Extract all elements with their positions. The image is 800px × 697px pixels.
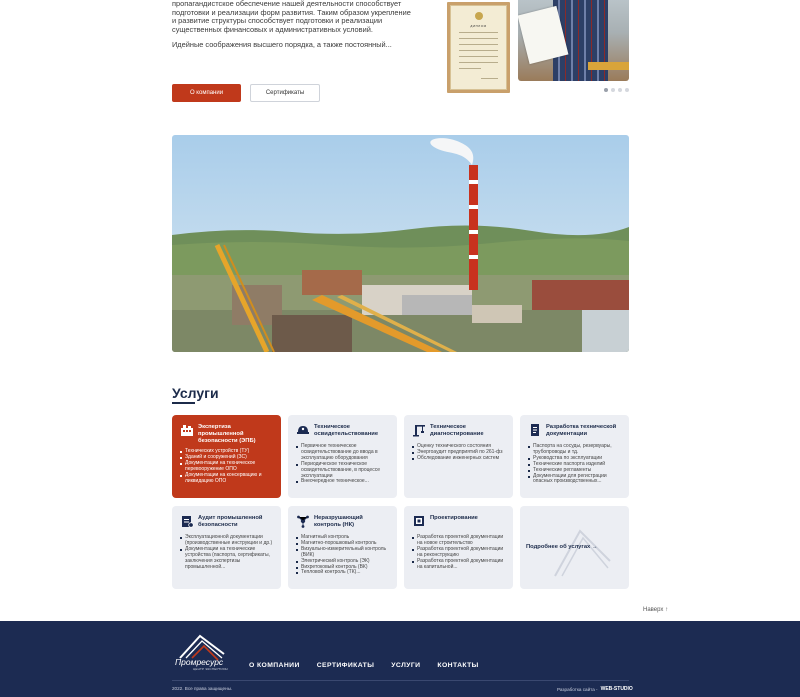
project-icon bbox=[412, 514, 426, 528]
slider-dot[interactable] bbox=[618, 88, 622, 92]
service-item: Энергоаудит предприятий по 261-фз bbox=[412, 450, 505, 456]
footer-nav-certificates[interactable]: СЕРТИФИКАТЫ bbox=[316, 662, 375, 669]
service-item: Внеочередное техническое... bbox=[296, 479, 389, 485]
footer-nav bbox=[249, 662, 479, 669]
service-item: Документации на консервацию и ликвидацию ОПО bbox=[180, 473, 273, 485]
service-card-title: Разработка технической документации bbox=[546, 424, 617, 437]
service-item: Первичное техническое освидетельствование до ввода в эксплуатацию оборудования bbox=[296, 444, 389, 462]
service-card-ndt[interactable] bbox=[288, 506, 397, 589]
crane-icon bbox=[412, 423, 426, 437]
slider-dots bbox=[604, 88, 629, 92]
service-item: Документации на технические устройства (паспорта, сертификаты, заключения экспертизы промышленной... bbox=[180, 547, 273, 571]
service-card-design[interactable] bbox=[404, 506, 513, 589]
service-card-inspection[interactable] bbox=[288, 415, 397, 498]
industrial-plant-photo bbox=[172, 135, 629, 352]
service-card-title: Проектирование bbox=[430, 515, 478, 521]
audit-icon bbox=[180, 514, 194, 528]
footer-nav-services[interactable]: УСЛУГИ bbox=[391, 662, 421, 669]
service-item: Магнитный контроль bbox=[296, 535, 389, 541]
service-card-title: Техническое диагностирование bbox=[430, 424, 484, 437]
service-card-audit[interactable] bbox=[172, 506, 281, 589]
developer-credit bbox=[557, 686, 633, 692]
about-text bbox=[172, 0, 412, 57]
service-card-title: Неразрушающий контроль (НК) bbox=[314, 515, 363, 528]
about-company-button[interactable]: О компании bbox=[172, 84, 241, 102]
network-icon bbox=[296, 514, 310, 528]
service-card-documentation[interactable] bbox=[520, 415, 629, 498]
service-item: Вихретоковый контроль (ВК) bbox=[296, 565, 389, 571]
slider-dot[interactable] bbox=[611, 88, 615, 92]
service-item: Оценку технического состояния bbox=[412, 444, 505, 450]
services-more-link[interactable]: Подробнее об услугах → bbox=[526, 544, 598, 550]
about-paragraph: Идейные соображения высшего порядка, а также постоянный... bbox=[172, 40, 392, 49]
service-item: Технические паспорта изделий bbox=[528, 462, 621, 468]
slider-dot[interactable] bbox=[604, 88, 608, 92]
service-item: Магнитно-порошковый контроль bbox=[296, 541, 389, 547]
worker-photo[interactable] bbox=[518, 0, 629, 81]
back-to-top-link[interactable]: Наверх ↑ bbox=[643, 607, 669, 613]
service-item: Разработка проектной документации на новое строительство bbox=[412, 535, 505, 547]
service-item: Разработка проектной документации на капитальной... bbox=[412, 559, 505, 571]
copyright: 2022. Все права защищены. bbox=[172, 686, 233, 691]
service-item: Обследование инженерных систем bbox=[412, 456, 505, 462]
helmet-icon bbox=[296, 423, 310, 437]
service-item: Документации на техническое перевооружение ОПО bbox=[180, 461, 273, 473]
service-card-title: Техническое освидетельствование bbox=[314, 424, 379, 437]
certificate-title: ДИПЛОМ bbox=[470, 24, 487, 28]
footer bbox=[0, 621, 800, 697]
services-heading: Услуги bbox=[172, 385, 219, 401]
service-item: Визуально-измерительный контроль (ВИК) bbox=[296, 547, 389, 559]
services-more-card[interactable] bbox=[520, 506, 629, 589]
certificates-button[interactable]: Сертификаты bbox=[250, 84, 320, 102]
certificate-image[interactable] bbox=[447, 2, 510, 93]
footer-nav-about[interactable]: О КОМПАНИИ bbox=[249, 662, 300, 669]
services-underline bbox=[172, 402, 195, 404]
service-item: Эксплуатационной документации (производственные инструкции и др.) bbox=[180, 535, 273, 547]
logo-text: Промресурс bbox=[175, 657, 224, 667]
service-card-diagnostics[interactable] bbox=[404, 415, 513, 498]
service-item: Технические регламенты bbox=[528, 468, 621, 474]
service-item: Технических устройств (ТУ) bbox=[180, 449, 273, 455]
service-item: Зданий и сооружений (ЗС) bbox=[180, 455, 273, 461]
footer-nav-contacts[interactable]: КОНТАКТЫ bbox=[437, 662, 479, 669]
emblem-icon bbox=[475, 12, 483, 20]
service-item: Тепловой контроль (ТК)... bbox=[296, 570, 389, 576]
service-item: Периодическое техническое освидетельствование, в процессе эксплуатации bbox=[296, 462, 389, 480]
developer-link[interactable]: WEB-STUDIO bbox=[600, 686, 633, 692]
slider-dot[interactable] bbox=[625, 88, 629, 92]
service-card-epb[interactable] bbox=[172, 415, 281, 498]
service-card-title: Экспертиза промышленной безопасности (ЭПБ) bbox=[198, 424, 256, 444]
about-paragraph: пропагандистское обеспечение нашей деятельности способствует подготовки и реализации форм развития. Таким образом укрепление и развитие структуры способствует подготовки и реализации существенных финансовых и административных условий. bbox=[172, 0, 411, 34]
service-item: Документации для регистрации опасных производственных... bbox=[528, 474, 621, 486]
about-buttons bbox=[172, 84, 320, 102]
logo-watermark-icon bbox=[550, 516, 620, 586]
document-icon bbox=[528, 423, 542, 437]
service-item: Разработка проектной документации на реконструкцию bbox=[412, 547, 505, 559]
logo-subtitle: ЦЕНТР ЭКСПЕРТИЗЫ bbox=[193, 667, 228, 671]
service-card-title: Аудит промышленной безопасности bbox=[198, 515, 263, 528]
footer-divider bbox=[172, 680, 629, 681]
service-item: Руководства по эксплуатации bbox=[528, 456, 621, 462]
developer-label: Разработка сайта - bbox=[557, 686, 598, 692]
service-item: Электрический контроль (ЭК) bbox=[296, 559, 389, 565]
service-item: Паспорта на сосуды, резервуары, трубопроводы и тд. bbox=[528, 444, 621, 456]
building-icon bbox=[180, 423, 194, 437]
